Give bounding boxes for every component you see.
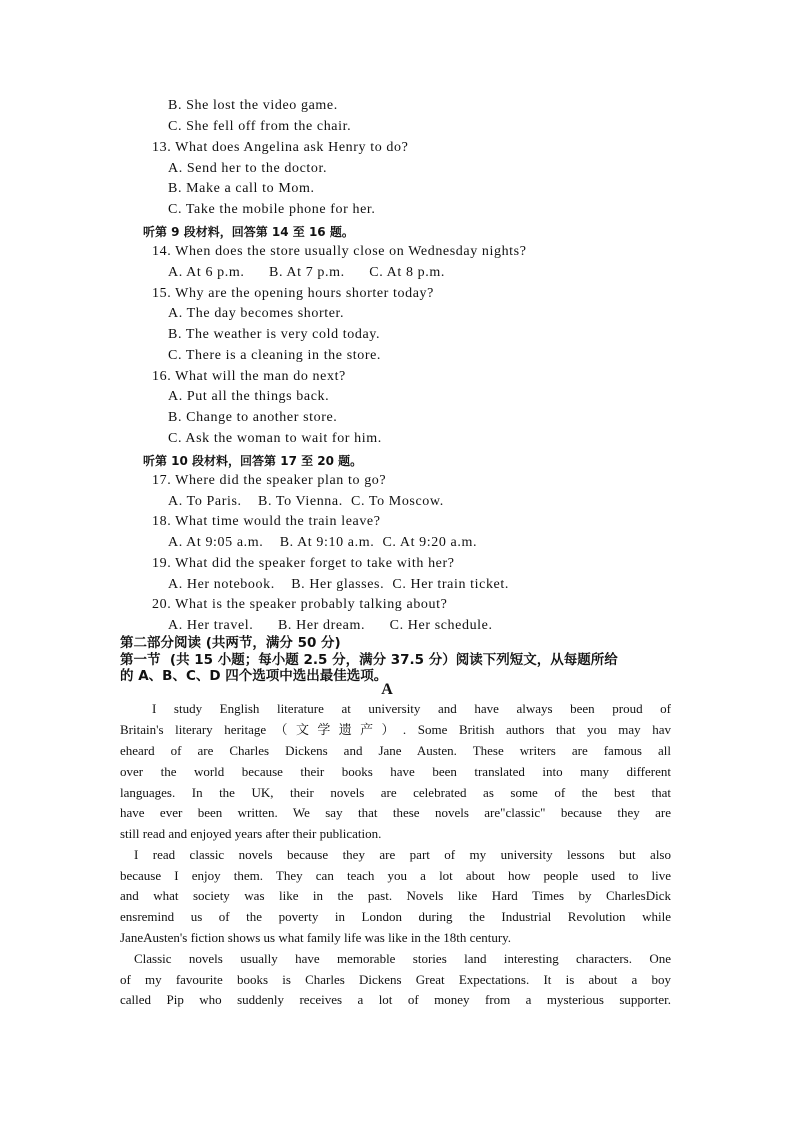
option-15c: C. There is a cleaning in the store. <box>168 348 382 363</box>
passage-line: Britain's literary heritage（文学遗产）. Some British authors that you may hav <box>120 722 671 737</box>
question-15: 15. Why are the opening hours shorter today? <box>152 286 434 301</box>
passage-line: JaneAusten's fiction shows us what family life was like in the 18th century. <box>120 930 512 945</box>
passage-line: ensremind us of the poverty in London during the Industrial Revolution while <box>120 909 671 924</box>
option-13a: A. Send her to the doctor. <box>168 161 328 176</box>
option-16c: C. Ask the woman to wait for him. <box>168 431 382 446</box>
option-16b: B. Change to another store. <box>168 410 338 425</box>
part2-title: 第二部分阅读 (共两节，满分 50 分) <box>120 635 341 651</box>
passage-line: eheard of are Charles Dickens and Jane Austen. These writers are famous all <box>120 743 671 758</box>
options-14: A. At 6 p.m. B. At 7 p.m. C. At 8 p.m. <box>168 265 445 280</box>
passage-line: languages. In the UK, their novels are celebrated as some of the best that <box>120 785 671 800</box>
passage-line: I study English literature at university and have always been proud of <box>152 701 671 716</box>
question-17: 17. Where did the speaker plan to go? <box>152 473 387 488</box>
question-19: 19. What did the speaker forget to take with her? <box>152 556 455 571</box>
question-18: 18. What time would the train leave? <box>152 514 381 529</box>
passage-line: of my favourite books is Charles Dickens Great Expectations. It is about a boy <box>120 972 671 987</box>
passage-line: because I enjoy them. They can teach you a lot about how people used to live <box>120 868 671 883</box>
question-20: 20. What is the speaker probably talking about? <box>152 597 448 612</box>
section1-instruction-line2: 的 A、B、C、D 四个选项中选出最佳选项。 <box>120 668 388 684</box>
options-17: A. To Paris. B. To Vienna. C. To Moscow. <box>168 494 444 509</box>
option-13c: C. Take the mobile phone for her. <box>168 202 376 217</box>
passage-line: I read classic novels because they are part of my university lessons but also <box>134 847 671 862</box>
options-19: A. Her notebook. B. Her glasses. C. Her train ticket. <box>168 577 509 592</box>
passage-line: and what society was like in the past. Novels like Hard Times by CharlesDick <box>120 888 671 903</box>
passage-line: over the world because their books have been translated into many different <box>120 764 671 779</box>
section-heading-material-10: 听第 10 段材料，回答第 17 至 20 题。 <box>143 454 363 468</box>
section-heading-material-9: 听第 9 段材料，回答第 14 至 16 题。 <box>143 225 354 239</box>
options-18: A. At 9:05 a.m. B. At 9:10 a.m. C. At 9:20 a.m. <box>168 535 478 550</box>
passage-line: Classic novels usually have memorable stories land interesting characters. One <box>134 951 671 966</box>
options-20: A. Her travel. B. Her dream. C. Her schedule. <box>168 618 493 633</box>
option-13b: B. Make a call to Mom. <box>168 181 315 196</box>
option-12c: C. She fell off from the chair. <box>168 119 352 134</box>
option-16a: A. Put all the things back. <box>168 389 330 404</box>
passage-title: A <box>381 681 393 698</box>
question-14: 14. When does the store usually close on Wednesday nights? <box>152 244 527 259</box>
section1-instruction-line1: 第一节 (共 15 小题；每小题 2.5 分，满分 37.5 分）阅读下列短文，从每题所给 <box>120 652 618 668</box>
question-13: 13. What does Angelina ask Henry to do? <box>152 140 409 155</box>
option-12b: B. She lost the video game. <box>168 98 338 113</box>
question-16: 16. What will the man do next? <box>152 369 346 384</box>
passage-line: have ever been written. We say that these novels are"classic" because they are <box>120 805 671 820</box>
passage-line: called Pip who suddenly receives a lot of money from a mysterious supporter. <box>120 992 671 1007</box>
option-15a: A. The day becomes shorter. <box>168 306 345 321</box>
option-15b: B. The weather is very cold today. <box>168 327 381 342</box>
passage-line: still read and enjoyed years after their publication. <box>120 826 382 841</box>
